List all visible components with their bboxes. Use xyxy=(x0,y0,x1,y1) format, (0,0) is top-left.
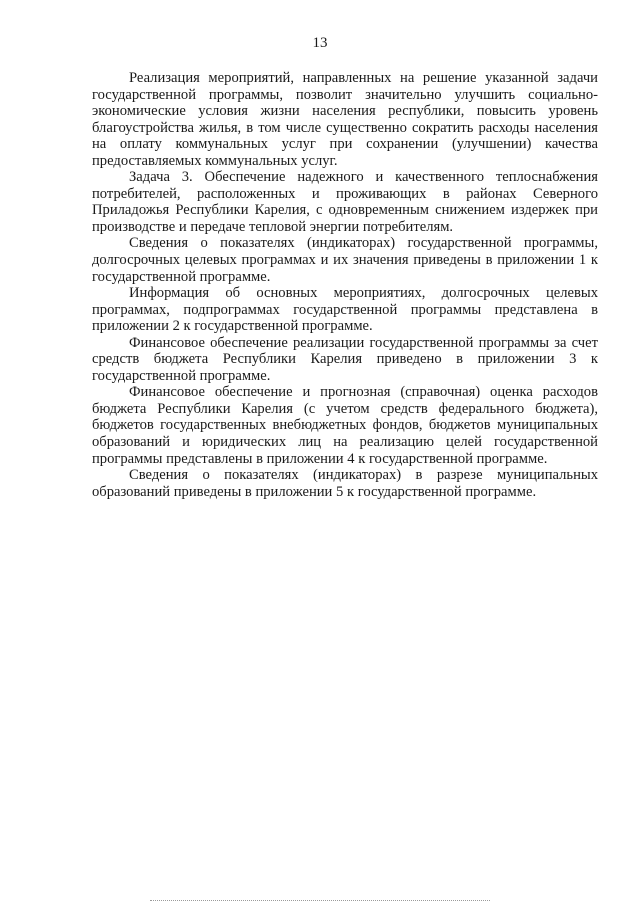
page-number: 13 xyxy=(312,35,328,51)
paragraph-appendix-3: Финансовое обеспечение реализации государственной программы за счет средств бюджета Республики Карелия приведено в приложении 3 к государственной программе. xyxy=(92,334,598,384)
paragraph-appendix-2: Информация об основных мероприятиях, долгосрочных целевых программах, подпрограммах государственной программы представлена в приложении 2 к государственной программе. xyxy=(92,285,598,335)
document-body xyxy=(92,70,598,500)
paragraph-appendix-5: Сведения о показателях (индикаторах) в разрезе муниципальных образований приведены в приложении 5 к государственной программе. xyxy=(92,467,598,500)
scan-edge-line xyxy=(150,900,490,901)
paragraph-task-3: Задача 3. Обеспечение надежного и качественного теплоснабжения потребителей, расположенных и проживающих в районах Северного Приладожья Республики Карелия, с одновременным снижением издержек при производстве и передаче тепловой энергии потребителям. xyxy=(92,169,598,235)
paragraph-appendix-1: Сведения о показателях (индикаторах) государственной программы, долгосрочных целевых программах и их значения приведены в приложении 1 к государственной программе. xyxy=(92,235,598,285)
paragraph-implementation-effect: Реализация мероприятий, направленных на решение указанной задачи государственной программы, позволит значительно улучшить социально-экономические условия жизни населения республики, повысить уровень благоустройства жилья, в том числе существенно сократить расходы населения на оплату коммунальных услуг при сохранении (улучшении) качества предоставляемых коммунальных услуг. xyxy=(92,70,598,169)
paragraph-appendix-4: Финансовое обеспечение и прогнозная (справочная) оценка расходов бюджета Республики Карелия (с учетом средств федерального бюджета), бюджетов государственных внебюджетных фондов, бюджетов муниципальных образований и юридических лиц на реализацию целей государственной программы представлены в приложении 4 к государственной программе. xyxy=(92,384,598,467)
